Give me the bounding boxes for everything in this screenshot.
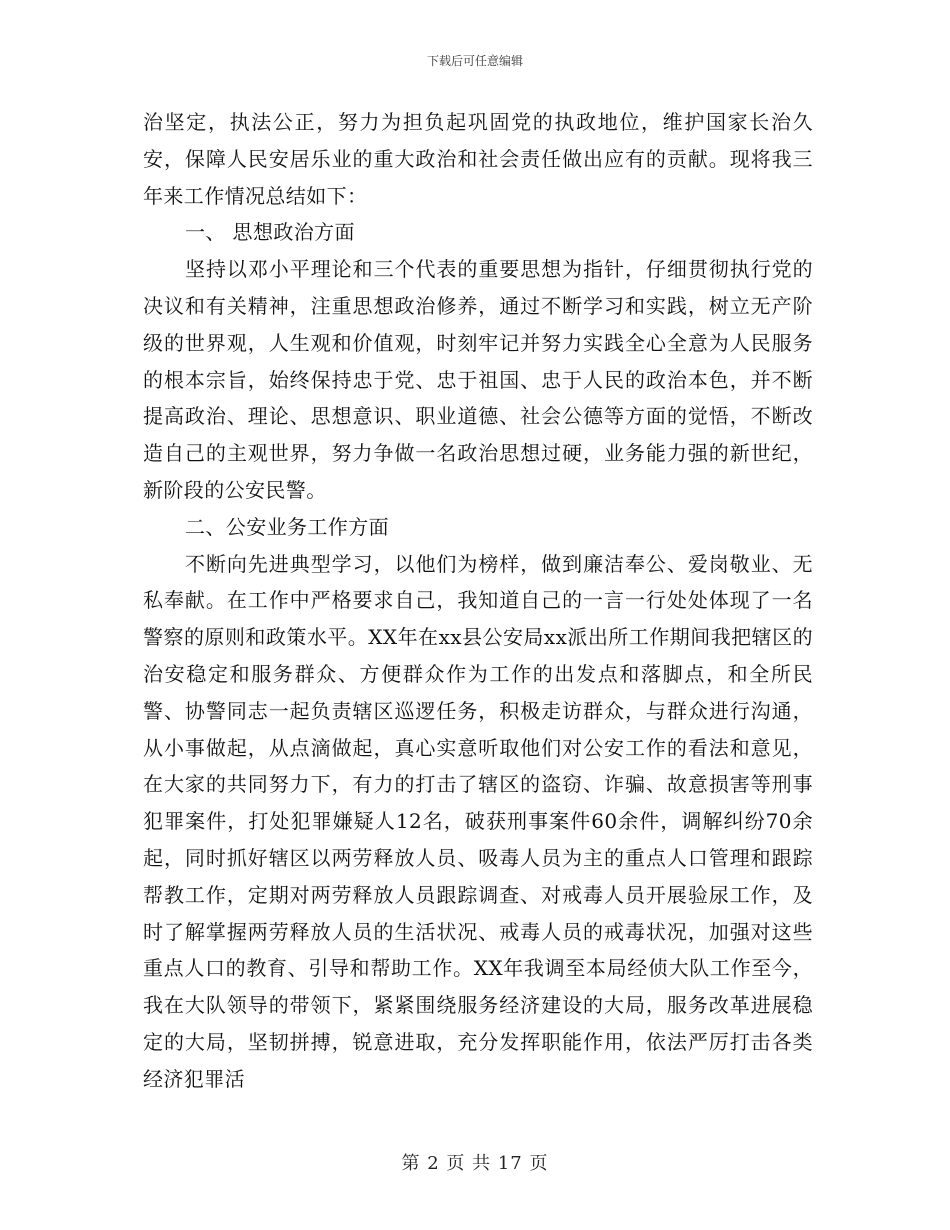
paragraph-continuation: 治坚定，执法公正，努力为担负起巩固党的执政地位，维护国家长治久安，保障人民安居乐业的重大政治和社会责任做出应有的贡献。现将我三年来工作情况总结如下：: [143, 110, 813, 208]
page-header-note: 下载后可任意编辑: [426, 54, 523, 68]
paragraph-police-work: 不断向先进典型学习，以他们为榜样，做到廉洁奉公、爱岗敬业、无私奉献。在工作中严格要求自己，我知道自己的一言一行处处体现了一名警察的原则和政策水平。XX年在xx县公安局xx派出所工作期间我把辖区的治安稳定和服务群众、方便群众作为工作的出发点和落脚点，和全所民警、协警同志一起负责辖区巡逻任务，积极走访群众，与群众进行沟通，从小事做起，从点滴做起，真心实意听取他们对公安工作的看法和意见，在大家的共同努力下，有力的打击了辖区的盗窃、诈骗、故意损害等刑事犯罪案件，打处犯罪嫌疑人12名，破获刑事案件60余件，调解纠纷70余起，同时抓好辖区以两劳释放人员、吸毒人员为主的重点人口管理和跟踪帮教工作，定期对两劳释放人员跟踪调查、对戒毒人员开展验尿工作，及时了解掌握两劳释放人员的生活状况、戒毒人员的戒毒状况，加强对这些重点人口的教育、引导和帮助工作。XX年我调至本局经侦大队工作至今，我在大队领导的带领下，紧紧围绕服务经济建设的大局，服务改革进展稳定的大局，坚韧拼搏，锐意进取，充分发挥职能作用，依法严厉打击各类经济犯罪活: [143, 551, 813, 1091]
document-body: [143, 104, 813, 1098]
paragraph-ideology: 坚持以邓小平理论和三个代表的重要思想为指针，仔细贯彻执行党的决议和有关精神，注重思想政治修养，通过不断学习和实践，树立无产阶级的世界观，人生观和价值观，时刻牢记并努力实践全心全意为人民服务的根本宗旨，始终保持忠于党、忠于祖国、忠于人民的政治本色，并不断提高政治、理论、思想意识、职业道德、社会公德等方面的觉悟，不断改造自己的主观世界，努力争做一名政治思想过硬，业务能力强的新世纪，新阶段的公安民警。: [143, 257, 813, 502]
section-heading-police-work: 二、公安业务工作方面: [185, 514, 389, 539]
section-heading-ideology: 一、 思想政治方面: [185, 220, 355, 245]
page-number-footer: 第 2 页 共 17 页: [401, 1153, 549, 1174]
